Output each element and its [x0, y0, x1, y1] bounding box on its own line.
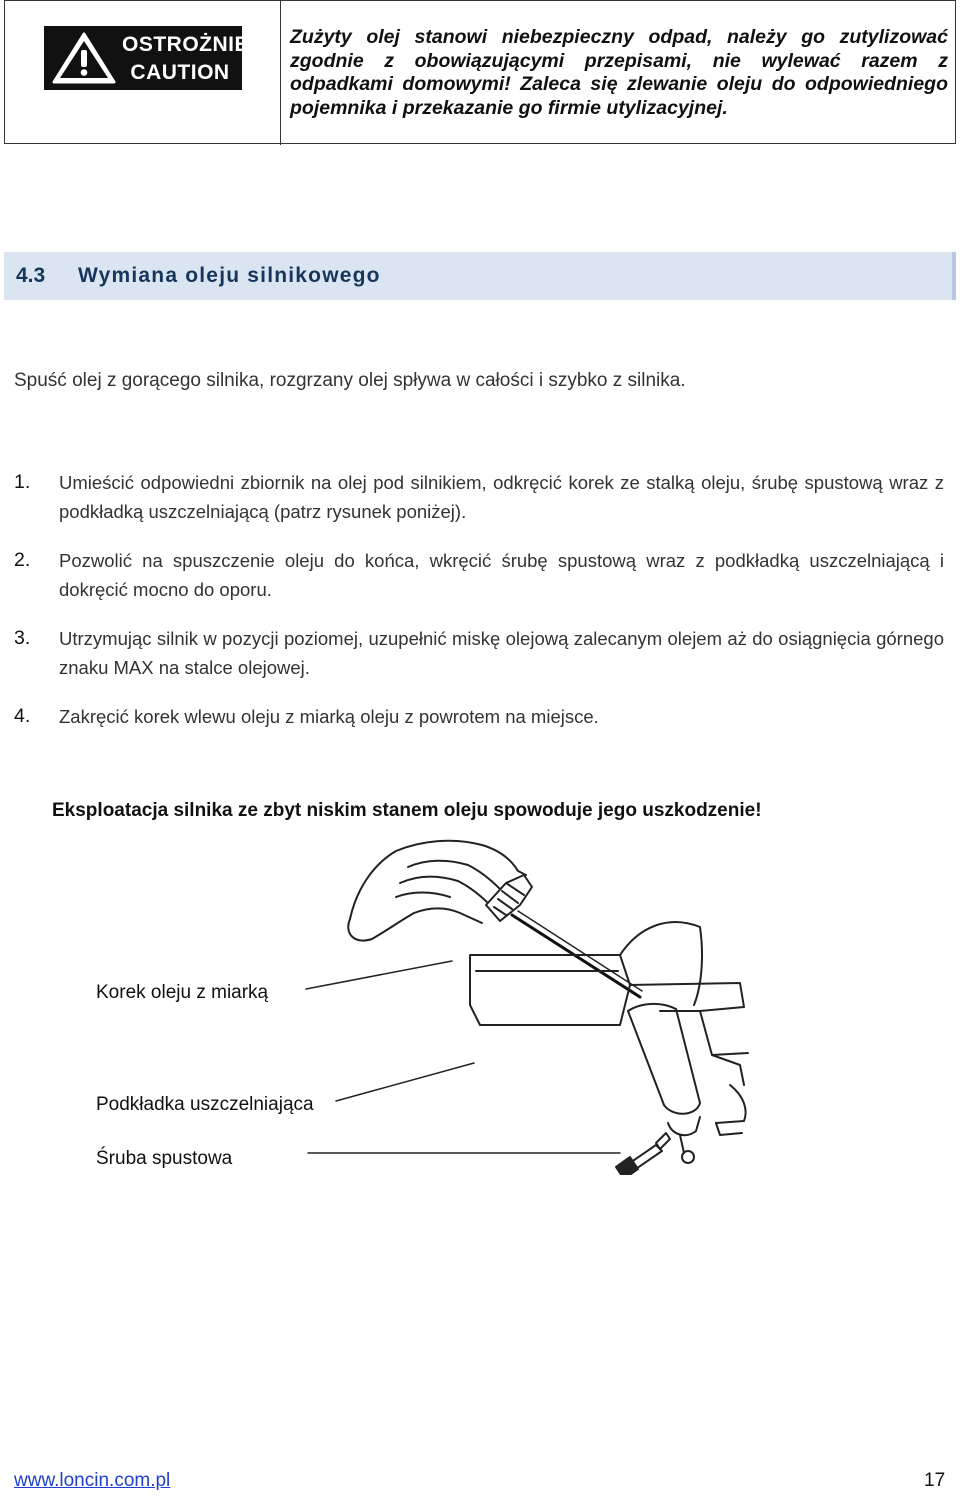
step-text: Umieścić odpowiedni zbiornik na olej pod silnikiem, odkręcić korek ze stalką oleju, śrubę spustową wraz z podkładką uszczelniającą (patrz rysunek poniżej). — [59, 472, 944, 522]
section-number: 4.3 — [16, 264, 46, 287]
list-item — [14, 468, 944, 546]
section-heading — [4, 252, 956, 300]
step-number: 3. — [14, 627, 31, 649]
step-number: 1. — [14, 471, 31, 493]
low-oil-warning: Eksploatacja silnika ze zbyt niskim stanem oleju spowoduje jego uszkodzenie! — [52, 800, 762, 821]
engine-drawing — [470, 922, 748, 1163]
step-text: Utrzymując silnik w pozycji poziomej, uzupełnić miskę olejową zalecanym olejem aż do osiągnięcia górnego znaku MAX na stalce olejowej. — [59, 628, 944, 678]
caution-divider — [280, 1, 281, 145]
list-item — [14, 702, 944, 732]
label-drain-bolt: Śruba spustowa — [96, 1148, 233, 1169]
list-item — [14, 546, 944, 624]
caution-badge-label-pl: OSTROŻNIE — [122, 33, 250, 56]
warning-triangle-icon — [50, 30, 118, 86]
caution-badge — [44, 26, 250, 90]
step-number: 2. — [14, 549, 31, 571]
step-number: 4. — [14, 705, 31, 727]
step-text: Zakręcić korek wlewu oleju z miarką oleju z powrotem na miejsce. — [59, 706, 599, 727]
step-text: Pozwolić na spuszczenie oleju do końca, wkręcić śrubę spustową wraz z podkładką uszczelniającą i dokręcić mocno do oporu. — [59, 550, 944, 600]
intro-paragraph: Spuść olej z gorącego silnika, rozgrzany olej spływa w całości i szybko z silnika. — [14, 370, 686, 391]
footer-website-link[interactable]: www.loncin.com.pl — [14, 1470, 171, 1491]
caution-badge-label-en: CAUTION — [130, 61, 230, 84]
list-item — [14, 624, 944, 702]
label-sealing-washer: Podkładka uszczelniająca — [96, 1094, 314, 1115]
caution-text: Zużyty olej stanowi niebezpieczny odpad, należy go zutylizować zgodnie z obowiązującymi przepisami, nie wylewać razem z odpadkami domowymi! Zaleca się zlewanie oleju do odpowiedniego pojemnika i przekazanie go firmie utylizacyjnej. — [290, 26, 948, 119]
drain-bolt-drawing — [616, 1133, 670, 1175]
page-number: 17 — [924, 1470, 946, 1491]
leader-line — [336, 1063, 474, 1101]
section-title: Wymiana oleju silnikowego — [78, 264, 381, 287]
leader-line — [306, 961, 452, 989]
oil-change-illustration — [0, 835, 960, 1175]
label-oil-cap-dipstick: Korek oleju z miarką — [96, 982, 269, 1003]
steps-list — [14, 468, 944, 732]
